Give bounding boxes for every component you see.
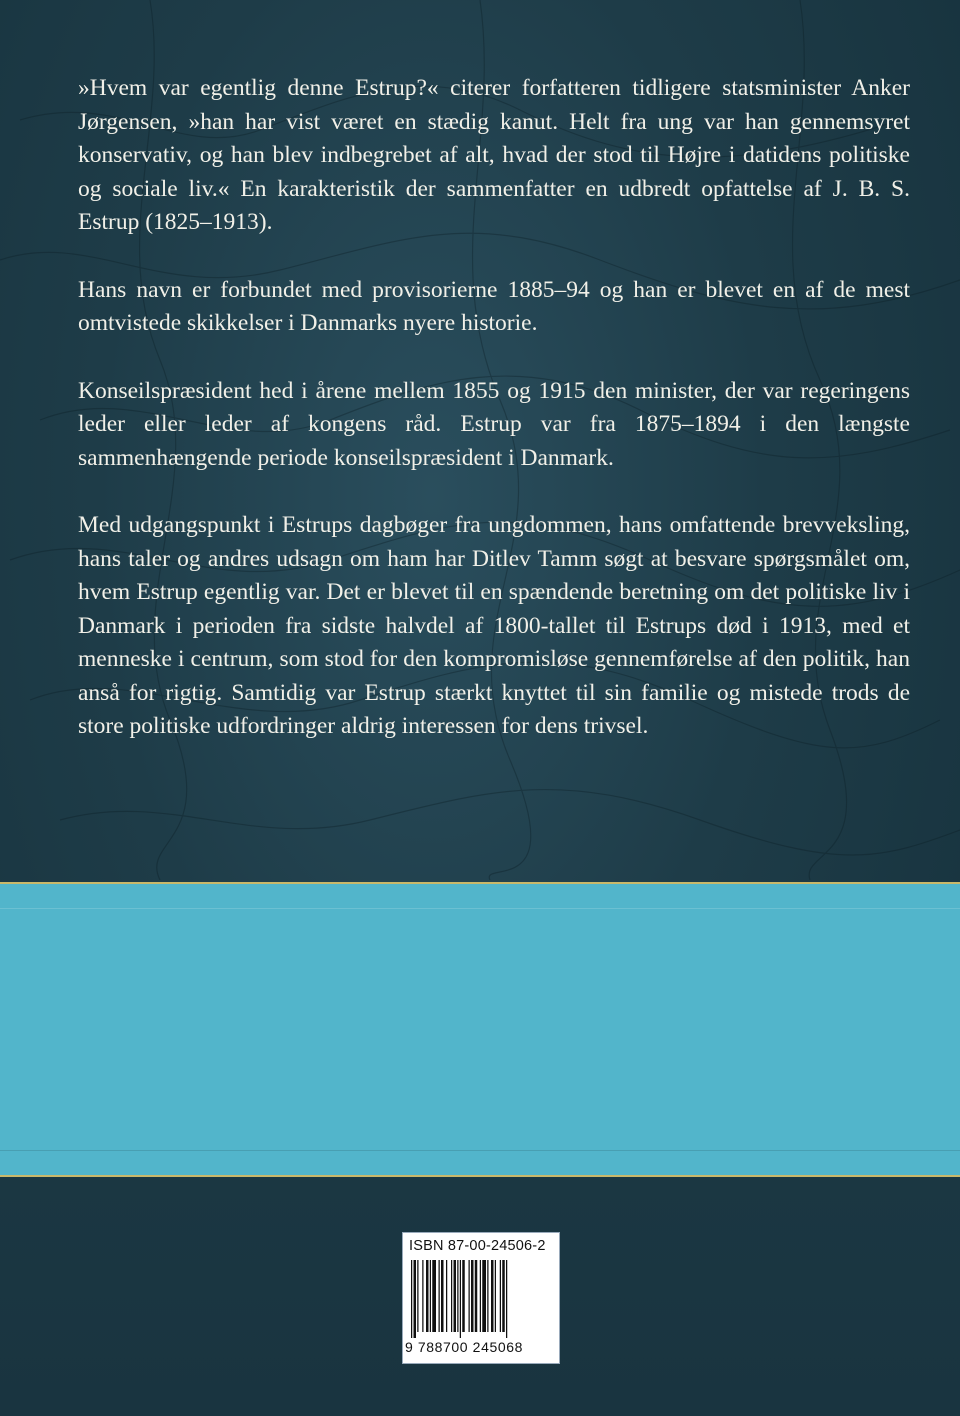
barcode-bar: [469, 1260, 470, 1332]
barcode-bar: [430, 1260, 431, 1332]
barcode-bar: [414, 1260, 417, 1338]
barcode-bar: [439, 1260, 440, 1332]
barcode-bar: [460, 1260, 461, 1338]
barcode-bar: [495, 1260, 496, 1332]
barcode-bar: [471, 1260, 474, 1332]
barcode-bar: [480, 1260, 481, 1332]
band-inner-rule: [0, 908, 960, 1151]
barcode-number: 9 788700 245068: [405, 1339, 523, 1355]
barcode-label: [402, 1232, 560, 1364]
barcode-bar: [502, 1260, 505, 1332]
barcode-bar: [417, 1260, 418, 1332]
barcode-bar: [500, 1260, 501, 1332]
barcode-bar: [491, 1260, 494, 1332]
blurb-paragraph-3: Konseilspræsident hed i årene mellem 1855 og 1915 den minister, der var regeringens leder eller leder af kongens råd. Estrup var fra 1875–1894 i den længste sammenhængende periode konseilspræsident i Danmark.: [78, 377, 910, 471]
barcode-bar: [426, 1260, 429, 1332]
barcode-bar: [482, 1260, 486, 1332]
barcode-bar: [411, 1260, 412, 1338]
blurb-paragraph-4: Med udgangspunkt i Estrups dagbøger fra ungdommen, hans omfattende brevveksling, hans taler og andres udsagn om ham har Ditlev Tamm søgt at besvare spørgsmålet om, hvem Estrup egentlig var. Det er blevet til en spændende beretning om det politiske liv i Danmark i perioden fra sidste halvdel af 1800-tallet til Estrups død i 1913, med et menneske i centrum, som stod for den kompromisløse gennemførelse af den politik, han anså for rigtig. Samtidig var Estrup stærkt knyttet til sin familie og mistede trods de store politiske udfordringer aldrig interessen for dens trivsel.: [78, 512, 910, 739]
barcode-bar: [446, 1260, 447, 1332]
barcode-bar: [475, 1260, 478, 1332]
blurb-paragraph-2: Hans navn er forbundet med provisorierne 1885–94 og han er blevet en af de mest omtvistede skikkelser i Danmarks nyere historie.: [78, 276, 910, 336]
barcode-bar: [422, 1260, 423, 1332]
barcode-bar: [487, 1260, 488, 1332]
cyan-band: [0, 882, 960, 1177]
barcode-bar: [441, 1260, 444, 1332]
isbn-text: ISBN 87-00-24506-2: [409, 1238, 546, 1254]
barcode-bar: [506, 1260, 507, 1338]
barcode-bar: [451, 1260, 452, 1332]
barcode-bar: [462, 1260, 465, 1332]
blurb-paragraph-1: »Hvem var egentlig denne Estrup?« citerer forfatteren tidligere statsminister Anker Jørgensen, »han har vist været en stædig kanut. Helt fra ung var han gennemsyret konservativ, og han blev indbegrebet af alt, hvad der stod til Højre i datidens politiske og sociale liv.« En karakteristik der sammenfatter en udbredt opfattelse af J. B. S. Estrup (1825–1913).: [78, 75, 910, 235]
barcode-bar: [457, 1260, 458, 1332]
barcode-bar: [432, 1260, 436, 1332]
barcode-bars: [409, 1260, 555, 1338]
barcode-bar: [454, 1260, 457, 1332]
blurb-text: [78, 72, 910, 778]
